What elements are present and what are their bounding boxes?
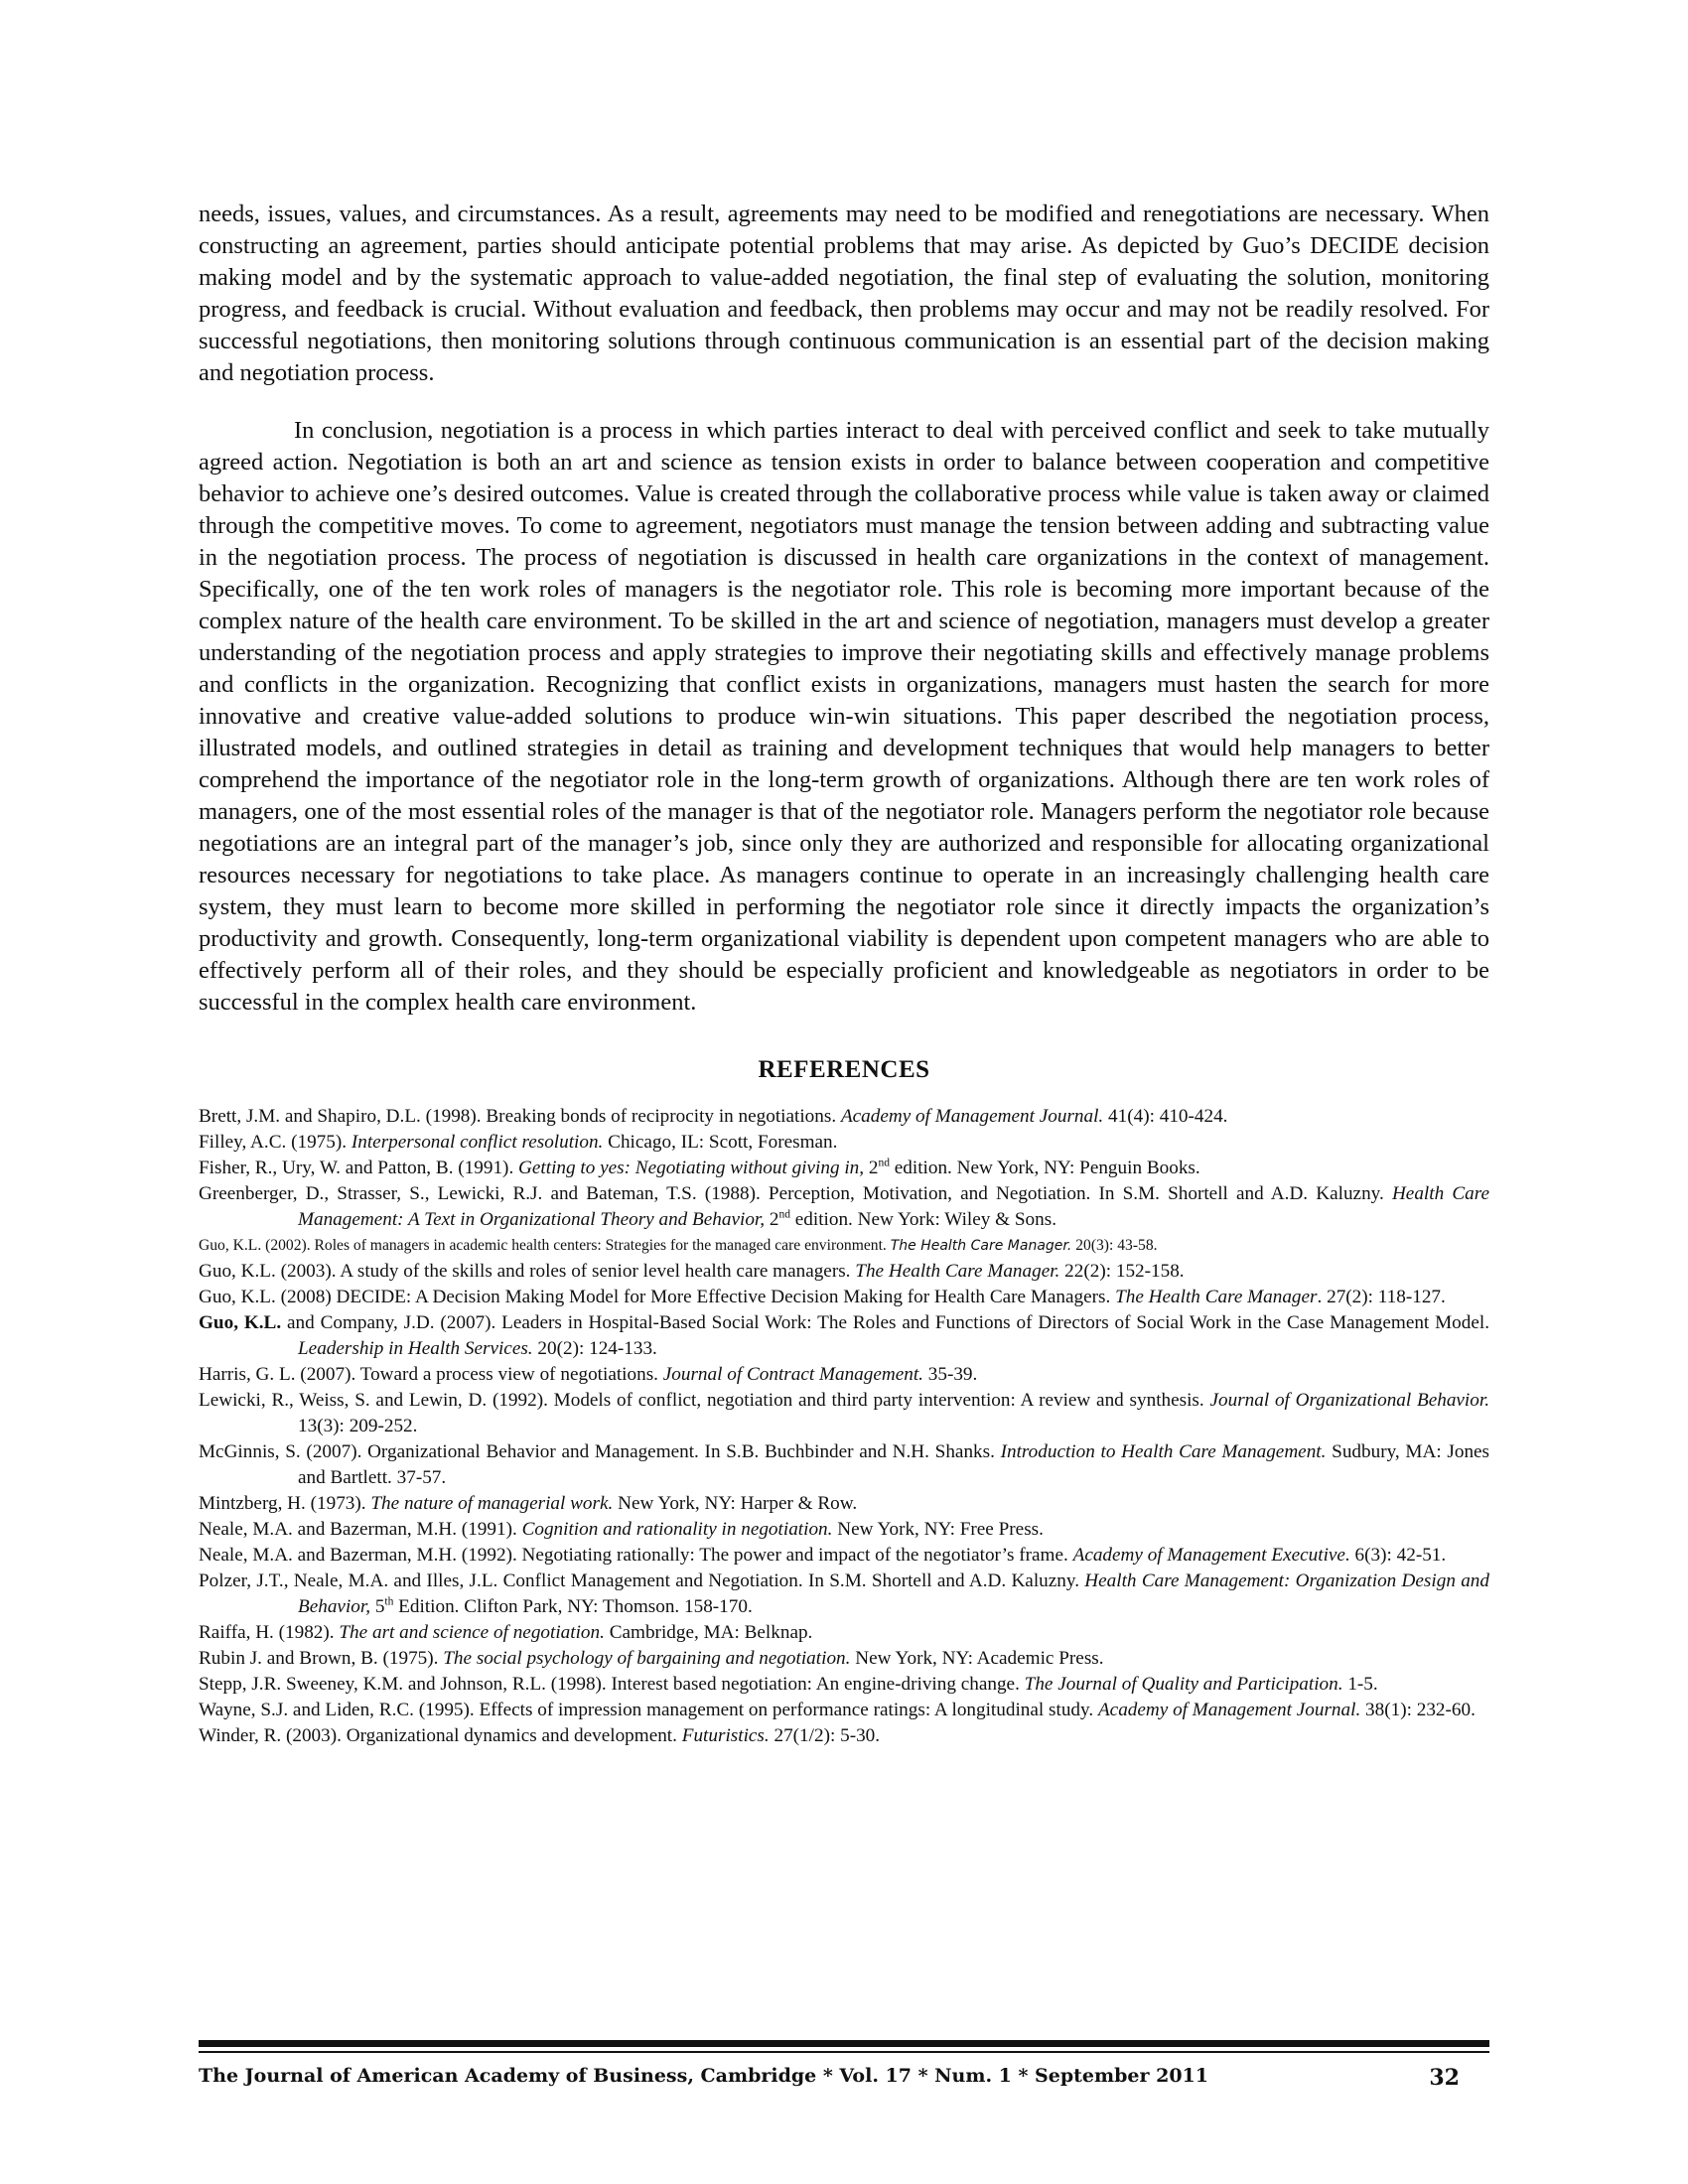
reference-c: New York, NY: Academic Press.	[850, 1648, 1104, 1669]
journal-citation: The Journal of American Academy of Business, Cambridge * Vol. 17 * Num. 1 * September 2011	[199, 2065, 1209, 2087]
reference-list	[199, 1104, 1489, 1749]
reference-entry	[199, 1620, 1489, 1646]
reference-i: Futuristics.	[681, 1725, 770, 1746]
reference-i: Interpersonal conflict resolution.	[351, 1132, 604, 1153]
reference-a: Polzer, J.T., Neale, M.A. and Illes, J.L. Conflict Management and Negotiation. In S.M. Shortell and A.D. Kaluzny.	[199, 1570, 1085, 1591]
reference-c: 20(3): 43-58.	[1071, 1237, 1158, 1254]
reference-entry	[199, 1439, 1489, 1491]
reference-c: edition. New York, NY: Penguin Books.	[889, 1158, 1200, 1178]
reference-entry	[199, 1130, 1489, 1156]
references-heading: REFERENCES	[758, 1056, 930, 1083]
reference-i: Health Care Management: Organization Design and Behavior,	[298, 1570, 1489, 1617]
reference-i: The Health Care Manager.	[890, 1238, 1072, 1254]
reference-i: The art and science of negotiation.	[339, 1622, 605, 1643]
reference-entry	[199, 1104, 1489, 1130]
reference-i: The Health Care Manager	[1115, 1287, 1318, 1307]
reference-i: The nature of managerial work.	[370, 1493, 614, 1514]
reference-c: 22(2): 152-158.	[1059, 1261, 1185, 1282]
reference-entry	[199, 1491, 1489, 1517]
reference-entry	[199, 1259, 1489, 1285]
reference-a: Guo, K.L. (2003). A study of the skills and roles of senior level health care managers.	[199, 1261, 856, 1282]
reference-i: The Health Care Manager.	[855, 1261, 1060, 1282]
reference-a: McGinnis, S. (2007). Organizational Behavior and Management. In S.B. Buchbinder and N.H. Shanks.	[199, 1441, 1001, 1462]
reference-c: edition. New York: Wiley & Sons.	[789, 1209, 1057, 1230]
reference-s: nd	[778, 1208, 790, 1221]
reference-i: Journal of Organizational Behavior.	[1209, 1390, 1489, 1411]
reference-i: Academy of Management Journal.	[840, 1106, 1104, 1127]
reference-entry	[199, 1233, 1489, 1259]
reference-entry	[199, 1388, 1489, 1439]
reference-entry	[199, 1517, 1489, 1543]
reference-i: Journal of Contract Management.	[662, 1364, 923, 1385]
reference-entry	[199, 1698, 1489, 1723]
reference-c: 20(2): 124-133.	[532, 1338, 657, 1359]
reference-c: 13(3): 209-252.	[298, 1416, 418, 1436]
reference-a: Wayne, S.J. and Liden, R.C. (1995). Effects of impression management on performance ratings: A longitudinal study.	[199, 1700, 1098, 1720]
reference-entry	[199, 1723, 1489, 1749]
reference-pre_s: 2	[864, 1158, 879, 1178]
page-body	[199, 199, 1489, 1749]
reference-entry	[199, 1672, 1489, 1698]
body-paragraph: needs, issues, values, and circumstances. As a result, agreements may need to be modified and renegotiations are necessary. When constructing an agreement, parties should anticipate potential problems that may arise. As depicted by Guo’s DECIDE decision making model and by the systematic approach to value-added negotiation, the final step of evaluating the solution, monitoring progress, and feedback is crucial. Without evaluation and feedback, then problems may occur and may not be readily resolved. For successful negotiations, then monitoring solutions through continuous communication is an essential part of the decision making and negotiation process.	[199, 201, 1489, 386]
reference-i: Introduction to Health Care Management.	[1000, 1441, 1327, 1462]
reference-s: th	[384, 1595, 394, 1608]
reference-pre_s: 2	[765, 1209, 779, 1230]
reference-entry	[199, 1543, 1489, 1569]
reference-a: and Company, J.D. (2007). Leaders in Hospital-Based Social Work: The Roles and Functions of Directors of Social Work in the Case Management Model.	[281, 1312, 1490, 1333]
footer-rule-thin	[199, 2051, 1489, 2053]
reference-a: Greenberger, D., Strasser, S., Lewicki, R.J. and Bateman, T.S. (1988). Perception, Motivation, and Negotiation. In S.M. Shortell and A.D. Kaluzny.	[199, 1183, 1392, 1204]
reference-c: 35-39.	[922, 1364, 978, 1385]
footer-rule-thick	[199, 2040, 1489, 2047]
reference-c: 1-5.	[1342, 1674, 1378, 1695]
reference-i: Health Care Management: A Text in Organizational Theory and Behavior,	[298, 1183, 1489, 1230]
reference-i: The Journal of Quality and Participation.	[1024, 1674, 1343, 1695]
reference-entry	[199, 1362, 1489, 1388]
reference-entry	[199, 1285, 1489, 1310]
reference-c: New York, NY: Harper & Row.	[613, 1493, 858, 1514]
reference-a: Neale, M.A. and Bazerman, M.H. (1991).	[199, 1519, 522, 1540]
reference-a: Brett, J.M. and Shapiro, D.L. (1998). Breaking bonds of reciprocity in negotiations.	[199, 1106, 841, 1127]
reference-a: Neale, M.A. and Bazerman, M.H. (1992). Negotiating rationally: The power and impact of the negotiator’s frame.	[199, 1545, 1073, 1566]
reference-entry	[199, 1646, 1489, 1672]
reference-c: 38(1): 232-60.	[1360, 1700, 1476, 1720]
reference-c: Cambridge, MA: Belknap.	[604, 1622, 813, 1643]
reference-pre_s: 5	[370, 1596, 385, 1617]
reference-i: Academy of Management Executive.	[1072, 1545, 1350, 1566]
reference-c: Edition. Clifton Park, NY: Thomson. 158-170.	[393, 1596, 753, 1617]
reference-a: Filley, A.C. (1975).	[199, 1132, 352, 1153]
reference-a: Harris, G. L. (2007). Toward a process view of negotiations.	[199, 1364, 663, 1385]
reference-a: Raiffa, H. (1982).	[199, 1622, 340, 1643]
reference-s: nd	[878, 1157, 890, 1169]
reference-a: Guo, K.L. (2008) DECIDE: A Decision Making Model for More Effective Decision Making for Health Care Managers.	[199, 1287, 1116, 1307]
reference-i: Academy of Management Journal.	[1097, 1700, 1361, 1720]
reference-c: 41(4): 410-424.	[1103, 1106, 1228, 1127]
conclusion-paragraph: In conclusion, negotiation is a process in which parties interact to deal with perceived conflict and seek to take mutually agreed action. Negotiation is both an art and science as tension exists in order to balance between cooperation and competitive behavior to achieve one’s desired outcomes. Value is created through the collaborative process while value is taken away or claimed through the competitive moves. To come to agreement, negotiators must manage the tension between adding and subtracting value in the negotiation process. The process of negotiation is discussed in health care organizations in the context of management. Specifically, one of the ten work roles of managers is the negotiator role. This role is becoming more important because of the complex nature of the health care environment. To be skilled in the art and science of negotiation, managers must develop a greater understanding of the negotiation process and apply strategies to improve their negotiating skills and effectively manage problems and conflicts in the organization. Recognizing that conflict exists in organizations, managers must hasten the search for more innovative and creative value-added solutions to produce win-win situations. This paper described the negotiation process, illustrated models, and outlined strategies in detail as training and development techniques that would help managers to better comprehend the importance of the negotiator role in the long-term growth of organizations. Although there are ten work roles of managers, one of the most essential roles of the manager is that of the negotiator role. Managers perform the negotiator role because negotiations are an integral part of the manager’s job, since only they are authorized and responsible for allocating organizational resources necessary for negotiations to take place. As managers continue to operate in an increasingly challenging health care system, they must learn to become more skilled in performing the negotiator role since it directly impacts the organization’s productivity and growth. Consequently, long-term organizational viability is dependent upon competent managers who are able to effectively perform all of their roles, and they should be especially proficient and knowledgeable as negotiators in order to be successful in the complex health care environment.	[199, 417, 1489, 1016]
reference-entry	[199, 1181, 1489, 1233]
reference-c: 27(1/2): 5-30.	[769, 1725, 881, 1746]
page-number: 32	[1429, 2065, 1460, 2091]
reference-a: Rubin J. and Brown, B. (1975).	[199, 1648, 444, 1669]
reference-a: Winder, R. (2003). Organizational dynamics and development.	[199, 1725, 682, 1746]
reference-a: Mintzberg, H. (1973).	[199, 1493, 371, 1514]
reference-i: The social psychology of bargaining and negotiation.	[443, 1648, 851, 1669]
reference-entry	[199, 1310, 1489, 1362]
reference-c: . 27(2): 118-127.	[1317, 1287, 1446, 1307]
reference-c: New York, NY: Free Press.	[832, 1519, 1044, 1540]
reference-b: Guo, K.L.	[199, 1312, 282, 1333]
reference-c: Sudbury, MA: Jones and Bartlett. 37-57.	[298, 1441, 1490, 1488]
reference-a: Guo, K.L. (2002). Roles of managers in academic health centers: Strategies for the managed care environment.	[199, 1237, 891, 1254]
reference-a: Lewicki, R., Weiss, S. and Lewin, D. (1992). Models of conflict, negotiation and third party intervention: A review and synthesis.	[199, 1390, 1210, 1411]
reference-a: Fisher, R., Ury, W. and Patton, B. (1991).	[199, 1158, 519, 1178]
reference-c: Chicago, IL: Scott, Foresman.	[603, 1132, 838, 1153]
reference-i: Cognition and rationality in negotiation.	[521, 1519, 833, 1540]
reference-entry	[199, 1156, 1489, 1181]
reference-i: Leadership in Health Services.	[298, 1338, 533, 1359]
reference-c: 6(3): 42-51.	[1349, 1545, 1447, 1566]
reference-a: Stepp, J.R. Sweeney, K.M. and Johnson, R.L. (1998). Interest based negotiation: An engine-driving change.	[199, 1674, 1025, 1695]
reference-i: Getting to yes: Negotiating without giving in,	[518, 1158, 865, 1178]
reference-entry	[199, 1569, 1489, 1620]
